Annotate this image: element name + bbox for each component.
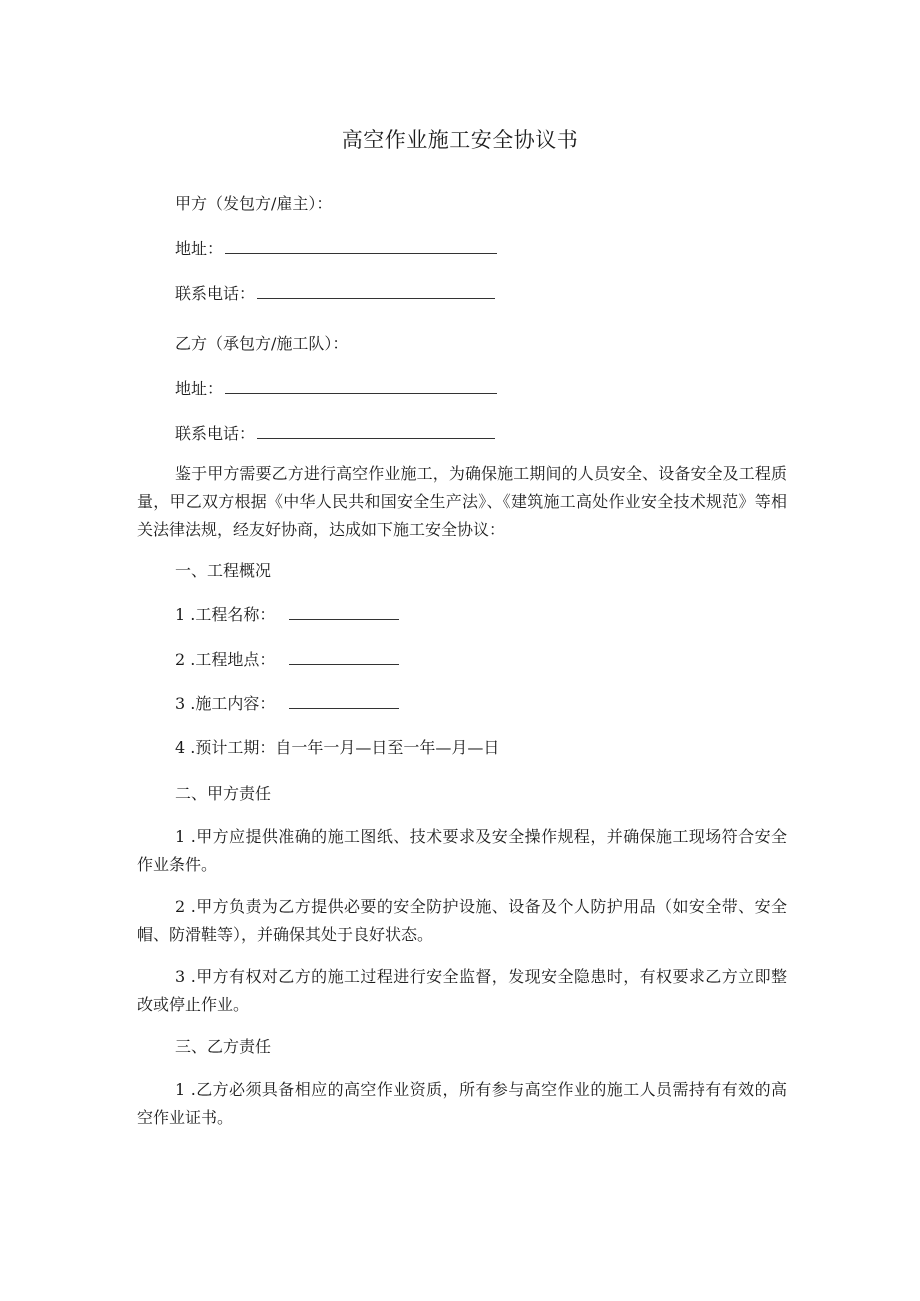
party-a-duty-2: 2 .甲方负责为乙方提供必要的安全防护设施、设备及个人防护用品（如安全带、安全帽、防滑鞋等），并确保其处于良好状态。 xyxy=(137,897,787,944)
party-b-phone-label: 联系电话： xyxy=(175,424,256,443)
project-location-field[interactable] xyxy=(289,649,399,665)
party-b-duty-1: 1 .乙方必须具备相应的高空作业资质，所有参与高空作业的施工人员需持有有效的高空作业证书。 xyxy=(137,1080,787,1127)
section-2-heading: 二、甲方责任 xyxy=(175,784,272,803)
party-b-label: 乙方（承包方/施工队）： xyxy=(175,334,349,353)
party-a-phone-label: 联系电话： xyxy=(175,284,256,303)
section-1-heading: 一、工程概况 xyxy=(175,561,272,580)
party-a-duty-3: 3 .甲方有权对乙方的施工过程进行安全监督，发现安全隐患时，有权要求乙方立即整改或停止作业。 xyxy=(137,967,787,1014)
project-name-field[interactable] xyxy=(289,604,399,620)
project-location-row xyxy=(175,649,399,671)
party-a-address-row xyxy=(175,238,497,260)
party-b-phone-field[interactable] xyxy=(257,423,495,439)
party-a-phone-row xyxy=(175,283,495,305)
party-a-address-label: 地址： xyxy=(175,239,224,258)
construction-content-field[interactable] xyxy=(289,693,399,709)
party-b-address-label: 地址： xyxy=(175,379,224,398)
party-b-phone-row xyxy=(175,423,495,445)
project-location-label: 2 .工程地点： xyxy=(175,650,276,669)
project-name-label: 1 .工程名称： xyxy=(175,605,276,624)
party-a-label: 甲方（发包方/雇主）： xyxy=(175,194,333,213)
party-b-address-field[interactable] xyxy=(225,378,497,394)
preamble-paragraph: 鉴于甲方需要乙方进行高空作业施工，为确保施工期间的人员安全、设备安全及工程质量，甲乙双方根据《中华人民共和国安全生产法》、《建筑施工高处作业安全技术规范》等相关法律法规，经友好协商，达成如下施工安全协议： xyxy=(137,464,787,539)
party-b-address-row xyxy=(175,378,497,400)
party-a-address-field[interactable] xyxy=(225,238,497,254)
party-a-duty-1: 1 .甲方应提供准确的施工图纸、技术要求及安全操作规程，并确保施工现场符合安全作业条件。 xyxy=(137,827,787,874)
document-title: 高空作业施工安全协议书 xyxy=(341,128,579,152)
project-name-row xyxy=(175,604,399,626)
construction-content-label: 3 .施工内容： xyxy=(175,694,276,713)
schedule-row: 4 .预计工期：自一年一月—日至一年—月—日 xyxy=(175,738,500,757)
section-3-heading: 三、乙方责任 xyxy=(175,1037,272,1056)
construction-content-row xyxy=(175,693,399,715)
party-a-phone-field[interactable] xyxy=(257,283,495,299)
